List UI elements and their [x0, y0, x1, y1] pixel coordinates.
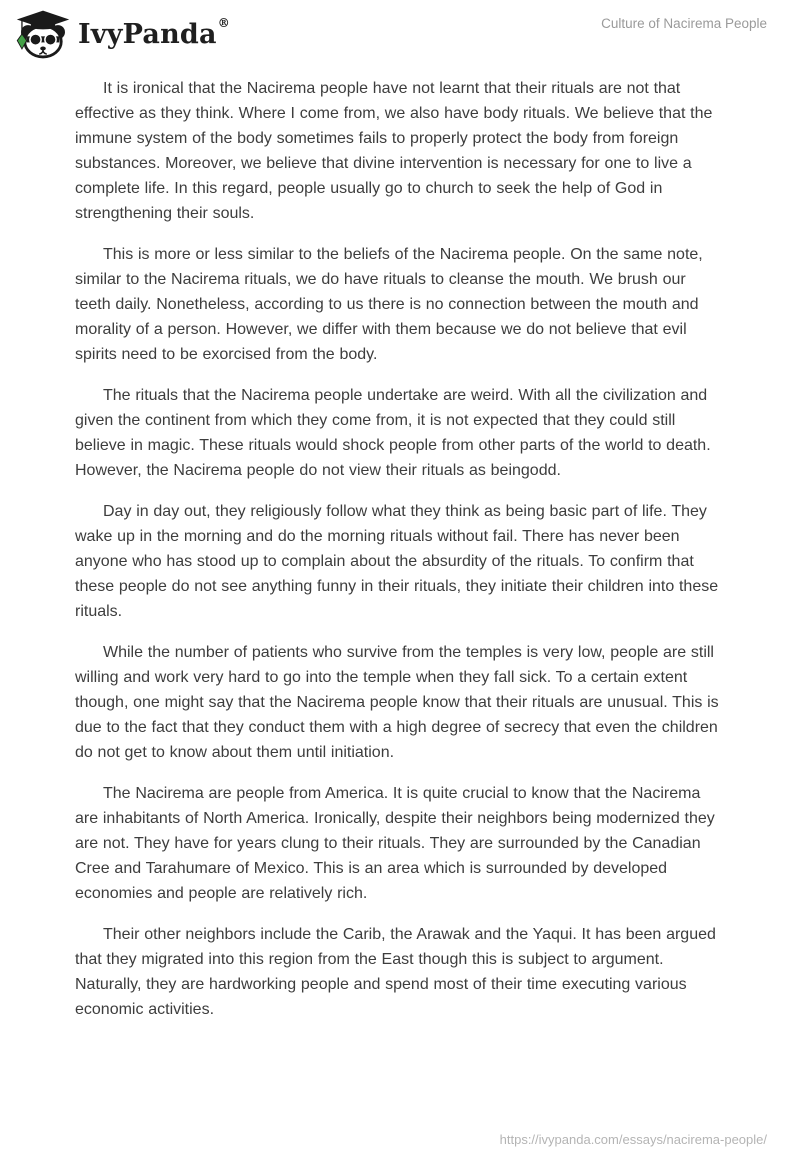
- brand: [14, 8, 229, 60]
- essay-paragraph-7: Their other neighbors include the Carib, the Arawak and the Yaqui. It has been argued that they migrated into this region from the East though this is subject to argument. Naturally, they are hardworking people and spend most of their time executing various economic activities.: [75, 926, 716, 1018]
- essay-paragraph-6: The Nacirema are people from America. It is quite crucial to know that the Nacirema are inhabitants of North America. Ironically, despite their neighbors being modernized they are not. They have for years clung to their rituals. They are surrounded by the Canadian Cree and Tarahumare of Mexico. This is an area which is surrounded by developed economies and people are relatively rich.: [75, 785, 715, 902]
- registered-mark: ®: [217, 16, 230, 31]
- page-footer: [500, 1132, 767, 1147]
- essay-paragraph-1: It is ironical that the Nacirema people have not learnt that their rituals are not that effective as they think. Where I come from, we also have body rituals. We believe that the immune system of the body sometimes fails to properly protect the body from foreign substances. Moreover, we believe that divine intervention is necessary for one to live a complete life. In this regard, people usually go to church to seek the help of God in strengthening their souls.: [75, 80, 713, 222]
- source-url: https://ivypanda.com/essays/nacirema-people/: [499, 1132, 767, 1147]
- essay-paragraph-5: While the number of patients who survive from the temples is very low, people are still willing and work very hard to go into the temple when they fall sick. To a certain extent though, one might say that the Nacirema people know that their rituals are unusual. This is due to the fact that they conduct them with a high degree of secrecy that even the children do not get to know about them until initiation.: [75, 644, 719, 761]
- document-title: Culture of Nacirema People: [601, 16, 767, 31]
- page-header: [0, 0, 800, 62]
- essay-paragraph-4: Day in day out, they religiously follow what they think as being basic part of life. They wake up in the morning and do the morning rituals without fail. There has never been anyone who has stood up to complain about the absurdity of the rituals. To confirm that these people do not see anything funny in their rituals, they initiate their children into these rituals.: [75, 503, 719, 620]
- brand-name: [78, 16, 230, 50]
- essay-paragraph-3: The rituals that the Nacirema people undertake are weird. With all the civilization and given the continent from which they come from, it is not expected that they could still believe in magic. These rituals would shock people from other parts of the world to death. However, the Nacirema people do not view their rituals as beingodd.: [75, 387, 711, 479]
- brand-text: IvyPanda: [78, 18, 217, 50]
- essay-paragraph-2: This is more or less similar to the beliefs of the Nacirema people. On the same note, similar to the Nacirema rituals, we do have rituals to cleanse the mouth. We brush our teeth daily. Nonetheless, according to us there is no connection between the mouth and morality of a person. However, we differ with them because we do not believe that evil spirits need to be exorcised from the body.: [75, 246, 703, 363]
- panda-graduation-cap-icon: [14, 8, 72, 60]
- essay-body: [0, 62, 800, 1022]
